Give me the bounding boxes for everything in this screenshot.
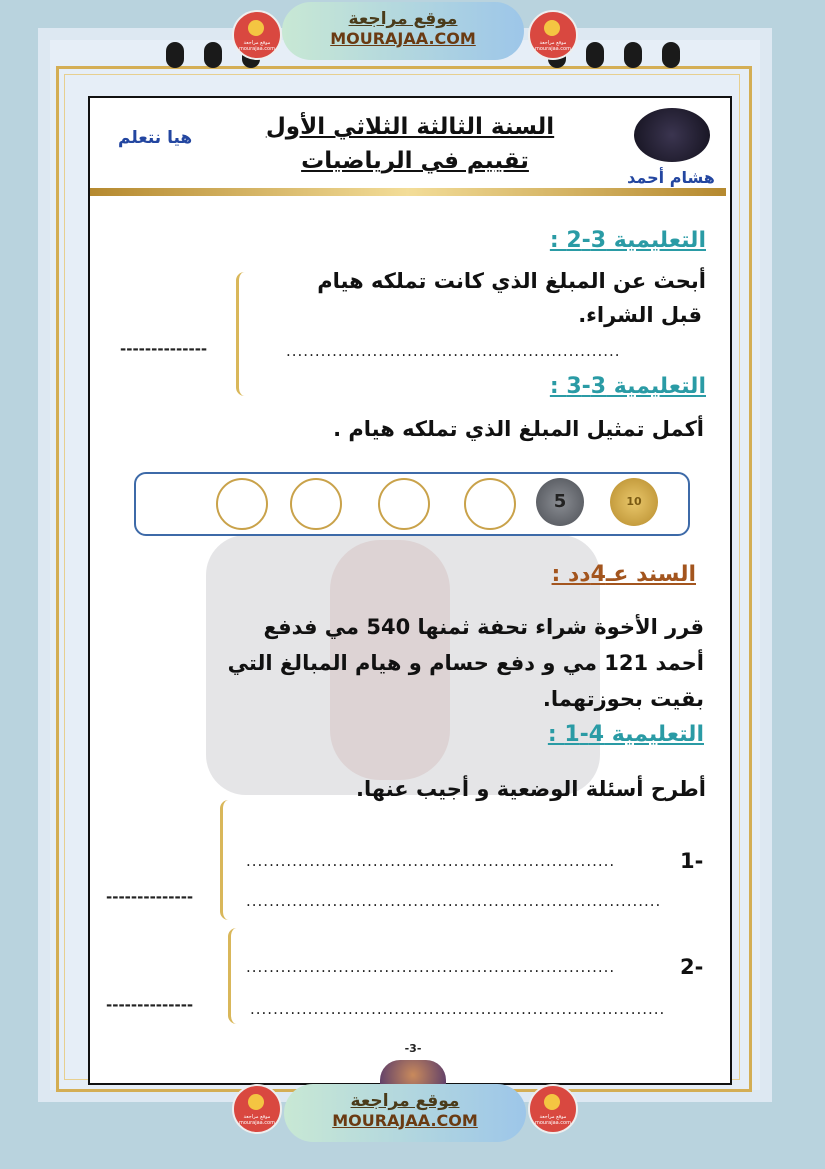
question-2-dots: ................................................................: [246, 958, 616, 976]
empty-coin-slot[interactable]: [464, 478, 516, 530]
question-2-dashes: --------------: [106, 996, 194, 1014]
author-avatar: [634, 108, 710, 162]
header-title-line1: السنة الثالثة الثلاثي الأول: [265, 114, 555, 140]
heading-3-3: التعليمية 3-3 :: [549, 374, 706, 399]
spiral-ring: [624, 42, 642, 68]
support-line2: أحمد 121 مي و دفع حسام و هيام المبالغ التي: [227, 651, 704, 675]
question-1-answer-dots: ........................................................................: [246, 892, 662, 910]
page-number: -3-: [404, 1042, 422, 1055]
heading-2-3: التعليمية 3-2 :: [549, 228, 706, 253]
banner-domain-link[interactable]: MOURAJAA.COM: [330, 29, 476, 48]
answer-dots: ..........................................................: [286, 342, 621, 360]
spiral-ring: [586, 42, 604, 68]
gold-coin-icon: 10: [610, 478, 658, 526]
text-2-3-line2: قبل الشراء.: [578, 303, 702, 327]
brace: [228, 928, 245, 1024]
header-title-line2: تقييم في الرياضيات: [301, 148, 529, 174]
silver-coin-icon: 5: [536, 478, 584, 526]
banner-arabic: موقع مراجعة: [348, 9, 458, 29]
text-3-3: أكمل تمثيل المبلغ الذي تملكه هيام .: [333, 417, 704, 441]
site-banner-top[interactable]: [282, 2, 524, 60]
heading-4-1: التعليمية 4-1 :: [547, 722, 704, 747]
support-line3: بقيت بحوزتهما.: [542, 687, 704, 711]
answer-dashes: --------------: [120, 340, 208, 358]
header-left-label: هيا نتعلم: [118, 128, 193, 148]
site-logo-icon: موقع مراجعة mourajaa.com: [232, 10, 282, 60]
question-1-number: 1-: [680, 849, 704, 873]
empty-coin-slot[interactable]: [378, 478, 430, 530]
support-line1: قرر الأخوة شراء تحفة ثمنها 540 مي فدفع: [263, 615, 704, 639]
empty-coin-slot[interactable]: [290, 478, 342, 530]
support-heading: السند عـ4دد :: [551, 562, 696, 587]
question-2-answer-dots: ........................................................................: [250, 1000, 666, 1018]
spiral-ring: [166, 42, 184, 68]
brace: [220, 800, 237, 920]
site-banner-bottom[interactable]: [284, 1084, 526, 1142]
author-name: هشام أحمد: [627, 168, 715, 187]
question-1-dashes: --------------: [106, 888, 194, 906]
site-logo-icon: موقع مراجعة mourajaa.com: [232, 1084, 282, 1134]
text-2-3-line1: أبحث عن المبلغ الذي كانت تملكه هيام: [317, 269, 706, 293]
brace: [236, 272, 253, 396]
text-4-1: أطرح أسئلة الوضعية و أجيب عنها.: [356, 777, 706, 801]
question-2-number: 2-: [680, 955, 704, 979]
empty-coin-slot[interactable]: [216, 478, 268, 530]
spiral-ring: [204, 42, 222, 68]
question-1-dots: ................................................................: [246, 852, 616, 870]
site-logo-icon: موقع مراجعة mourajaa.com: [528, 1084, 578, 1134]
header-divider: [90, 188, 726, 196]
spiral-ring: [662, 42, 680, 68]
site-logo-icon: موقع مراجعة mourajaa.com: [528, 10, 578, 60]
banner-domain-link[interactable]: MOURAJAA.COM: [332, 1111, 478, 1130]
banner-arabic: موقع مراجعة: [350, 1091, 460, 1111]
